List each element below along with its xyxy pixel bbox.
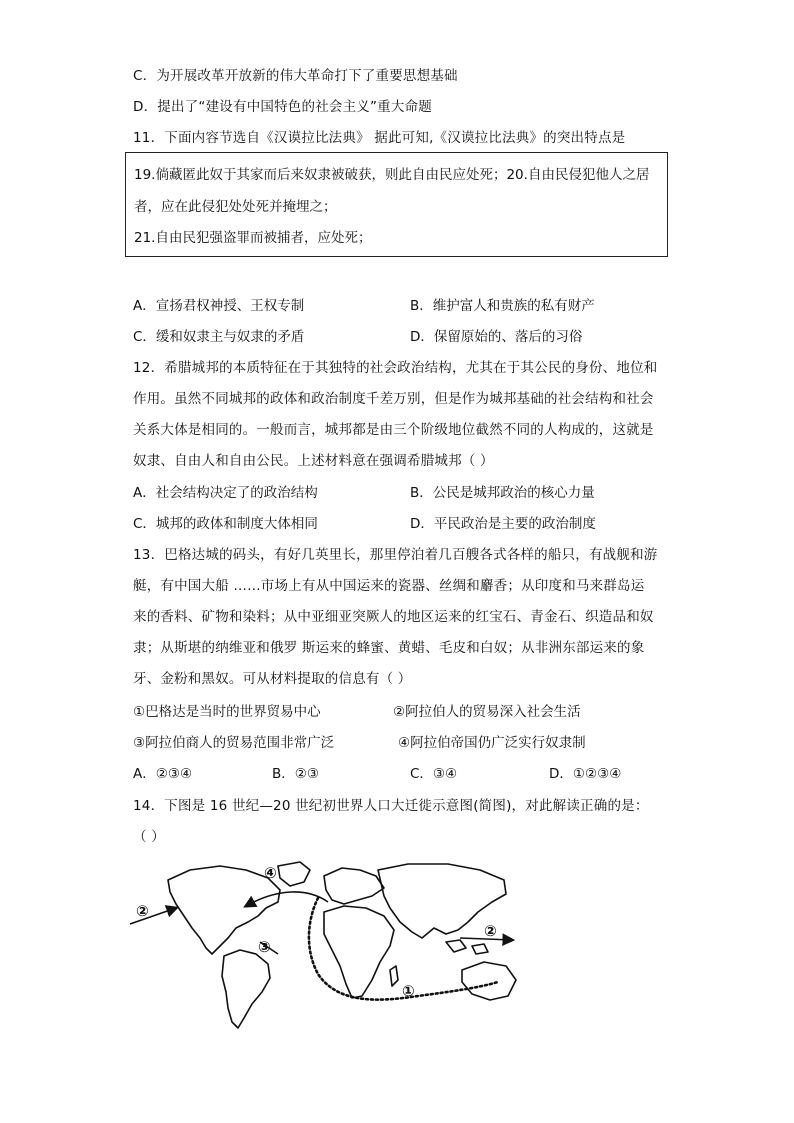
- q13-line: 牙、金粉和黑奴。可从材料提取的信息有（ ）: [133, 671, 412, 687]
- map-label-3: ③: [258, 938, 271, 956]
- q12-option-b: B．公民是城邦政治的核心力量: [410, 485, 595, 501]
- q12-option-a: A．社会结构决定了的政治结构: [133, 485, 318, 501]
- q13-line: 来的香料、矿物和染料；从中亚细亚突厥人的地区运来的红宝石、青金石、织造品和奴: [133, 609, 654, 625]
- q12-line: 12．希腊城邦的本质特征在于其独特的社会政治结构，尤其在于其公民的身份、地位和: [133, 360, 658, 376]
- southeast-asia-islands-outline: [446, 940, 466, 952]
- q14-stem: 14．下图是 16 世纪—20 世纪初世界人口大迁徙示意图(简图)，对此解读正确的是：: [133, 798, 649, 814]
- q11-option-b: B．维护富人和贵族的私有财产: [410, 298, 595, 314]
- map-label-1: ①: [402, 982, 415, 1000]
- q10-option-d: D．提出了“建设有中国特色的社会主义”重大命题: [133, 99, 432, 115]
- q12-line: 奴隶、自由人和自由公民。上述材料意在强调希腊城邦（ ）: [133, 453, 494, 469]
- excerpt-line: 19.倘藏匿此奴于其家而后来奴隶被破获，则此自由民应处死；20.自由民侵犯他人之居: [134, 167, 650, 183]
- q11-option-d: D．保留原始的、落后的习俗: [410, 329, 583, 345]
- q13-line: 13．巴格达城的码头，有好几英里长，那里停泊着几百艘各式各样的船只，有战舰和游: [133, 547, 658, 563]
- q14-bracket: （ ）: [133, 829, 165, 845]
- q11-option-c: C．缓和奴隶主与奴隶的矛盾: [133, 329, 305, 345]
- map-label-2-right: ②: [484, 922, 497, 940]
- excerpt-line: 21.自由民犯强盗罪而被捕者，应处死；: [134, 230, 372, 246]
- q10-option-c: C．为开展改革开放新的伟大革命打下了重要思想基础: [133, 68, 458, 84]
- q13-statement-2: ②阿拉伯人的贸易深入社会生活: [393, 704, 581, 720]
- q13-line: 艇，有中国大船 ……市场上有从中国运来的瓷器、丝绸和麝香；从印度和马来群岛运: [133, 578, 645, 594]
- madagascar-outline: [390, 966, 398, 986]
- q11-option-a: A．宣扬君权神授、王权专制: [133, 298, 305, 314]
- map-label-4: ④: [264, 864, 277, 882]
- excerpt-line: 者，应在此侵犯处处死并掩埋之；: [134, 199, 337, 215]
- q13-option-b: B．②③: [272, 766, 319, 782]
- q11-excerpt-box: [125, 152, 668, 257]
- q13-statement-1: ①巴格达是当时的世界贸易中心: [133, 704, 321, 720]
- migration-map: [128, 858, 528, 1030]
- q12-option-c: C．城邦的政体和制度大体相同: [133, 516, 318, 532]
- map-label-2-left: ②: [136, 902, 149, 920]
- q12-option-d: D．平民政治是主要的政治制度: [410, 516, 596, 532]
- q13-statement-4: ④阿拉伯帝国仍广泛实行奴隶制: [398, 735, 586, 751]
- q13-line: 隶；从斯堪的纳维亚和俄罗 斯运来的蜂蜜、黄蜡、毛皮和白奴；从非洲东部运来的象: [133, 640, 645, 656]
- q13-option-a: A．②③④: [133, 766, 193, 782]
- africa-outline: [324, 906, 394, 998]
- q12-line: 关系大体是相同的。一般而言，城邦都是由三个阶级地位截然不同的人构成的，这就是: [133, 422, 654, 438]
- south-america-outline: [222, 950, 270, 1028]
- greenland-outline: [278, 862, 310, 886]
- q13-option-d: D．①②③④: [549, 766, 622, 782]
- europe-outline: [324, 868, 384, 904]
- q11-stem: 11．下面内容节选自《汉谟拉比法典》 据此可知,《汉谟拉比法典》的突出特点是: [133, 130, 626, 146]
- australia-outline: [462, 962, 516, 1000]
- q13-statement-3: ③阿拉伯商人的贸易范围非常广泛: [133, 735, 335, 751]
- q13-option-c: C．③④: [410, 766, 458, 782]
- q12-line: 作用。虽然不同城邦的政体和政治制度千差万别，但是作为城邦基础的社会结构和社会: [133, 391, 654, 407]
